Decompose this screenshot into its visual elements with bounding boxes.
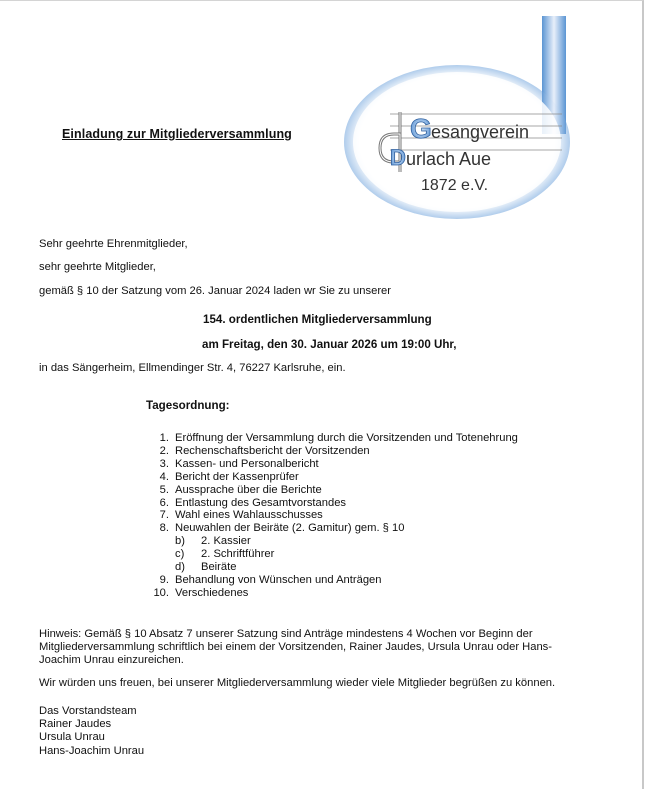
logo-text-line1: esangverein [431,122,530,142]
meeting-date: am Freitag, den 30. Januar 2026 um 19:00 Uhr, [202,338,457,351]
document-title: Einladung zur Mitgliederversammlung [62,127,292,141]
meeting-location: in das Sängerheim, Ellmendinger Str. 4, 76227 Karlsruhe, ein. [39,362,346,374]
agenda-subitem: d) Beiräte [175,561,237,574]
signature-line: Rainer Jaudes [39,718,112,731]
agenda-subitem: c) 2. Schriftführer [175,548,275,561]
signature-line: Hans-Joachim Unrau [39,744,145,757]
agenda-item: 2. Rechenschaftsbericht der Vorsitzenden [159,444,370,457]
agenda-item: 6. Entlastung des Gesamtvorstandes [159,496,347,509]
closing-text: Wir würden uns freuen, bei unserer Mitgliederversammlung wieder viele Mitglieder begrüßen zu können. [39,676,556,689]
hinweis-line: Mitgliederversammlung schriftlich bei einem der Vorsitzenden, Rainer Jaudes, Ursula Unrau oder Hans- [39,640,552,653]
meeting-title: 154. ordentlichen Mitgliederversammlung [203,313,432,326]
hinweis-paragraph [39,628,599,690]
agenda-item: 1. Eröffnung der Versammlung durch die Vorsitzenden und Totenehrung [159,432,518,444]
signature-line: Ursula Unrau [39,731,105,744]
agenda-item: 10. Verschiedenes [153,586,249,599]
club-logo [342,14,572,219]
logo-text-line2: urlach Aue [406,149,492,169]
svg-text:G: G [410,113,432,144]
agenda-subitem: b) 2. Kassier [175,535,251,548]
agenda-item: 4. Bericht der Kassenprüfer [159,470,299,483]
signature-line: Das Vorstandsteam [39,705,137,717]
svg-text:D: D [390,145,406,170]
greeting-honorary: Sehr geehrte Ehrenmitglieder, [39,238,188,250]
intro-text: gemäß § 10 der Satzung vom 26. Januar 2024 laden wr Sie zu unserer [39,285,391,297]
agenda-item: 5. Aussprache über die Berichte [159,483,322,496]
hinweis-line: Hinweis: Gemäß § 10 Absatz 7 unserer Satzung sind Anträge mindestens 4 Wochen vor Beginn der [39,628,533,640]
agenda-heading: Tagesordnung: [146,399,230,412]
agenda-item: 8. Neuwahlen der Beiräte (2. Gamitur) gem. § 10 [159,522,405,535]
agenda-item: 9. Behandlung von Wünschen und Anträgen [159,573,382,586]
logo-text-line3: 1872 e.V. [421,177,489,194]
greeting-members: sehr geehrte Mitglieder, [39,261,156,273]
hinweis-line: Joachim Unrau einzureichen. [39,653,184,666]
agenda-item: 7. Wahl eines Wahlausschusses [159,509,323,522]
signature-block [39,705,144,758]
agenda-item: 3. Kassen- und Personalbericht [159,457,319,470]
agenda-list [147,432,518,600]
